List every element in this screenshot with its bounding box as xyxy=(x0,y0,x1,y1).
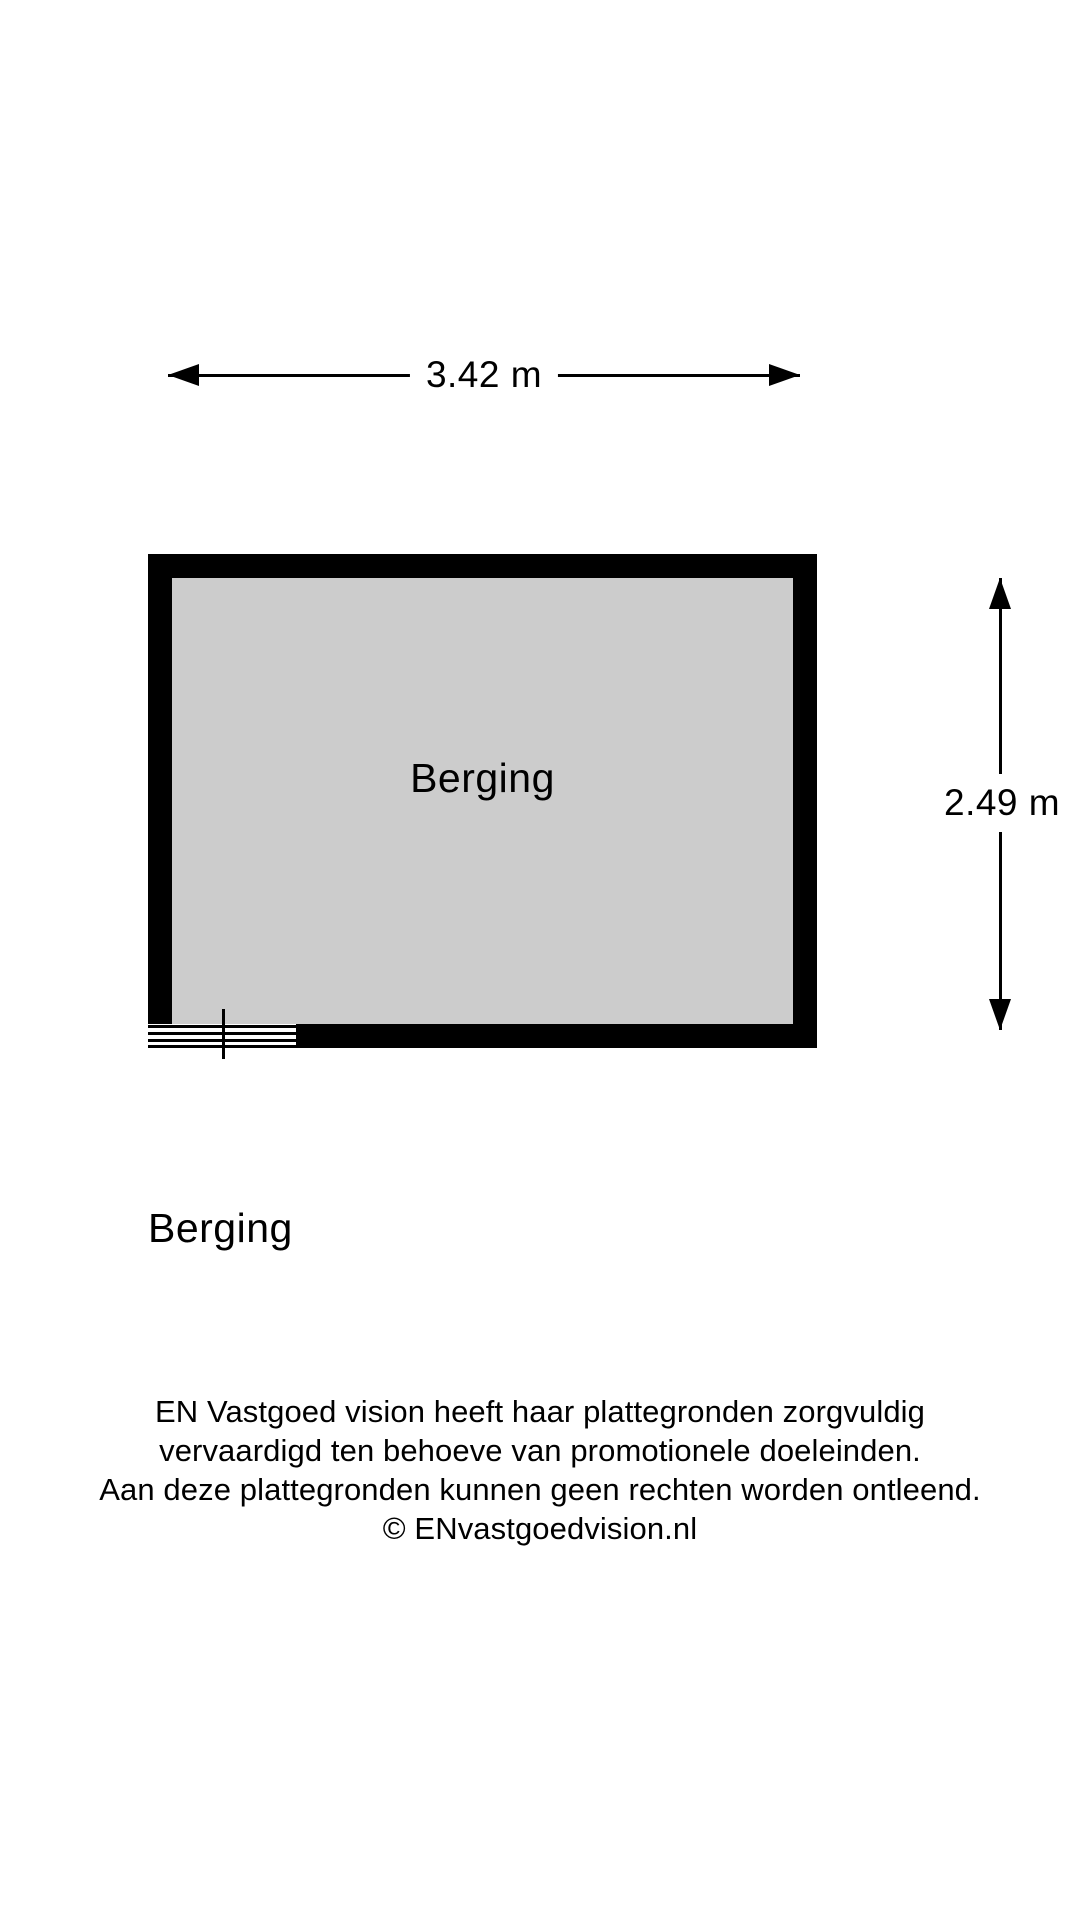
room-outline xyxy=(148,554,817,1048)
room-interior xyxy=(172,578,793,1024)
arrow-up-icon xyxy=(989,578,1011,609)
arrow-down-icon xyxy=(989,999,1011,1030)
floor-title: Berging xyxy=(148,1205,293,1251)
disclaimer-copyright: © ENvastgoedvision.nl xyxy=(382,1511,698,1546)
disclaimer-line-1: EN Vastgoed vision heeft haar plattegronden zorgvuldig xyxy=(155,1394,925,1429)
window-center-tick xyxy=(222,1009,225,1059)
disclaimer-line-3: Aan deze plattegronden kunnen geen rechten worden ontleend. xyxy=(99,1472,981,1507)
width-dimension-label: 3.42 m xyxy=(410,350,558,400)
height-dimension-label: 2.49 m xyxy=(940,774,1064,832)
disclaimer-block xyxy=(0,1392,1080,1548)
height-dimension xyxy=(944,578,1061,1030)
room-name-label: Berging xyxy=(410,755,555,801)
width-dimension xyxy=(168,350,800,402)
disclaimer-line-2: vervaardigd ten behoeve van promotionele doeleinden. xyxy=(159,1433,921,1468)
arrow-left-icon xyxy=(168,364,199,386)
arrow-right-icon xyxy=(769,364,800,386)
